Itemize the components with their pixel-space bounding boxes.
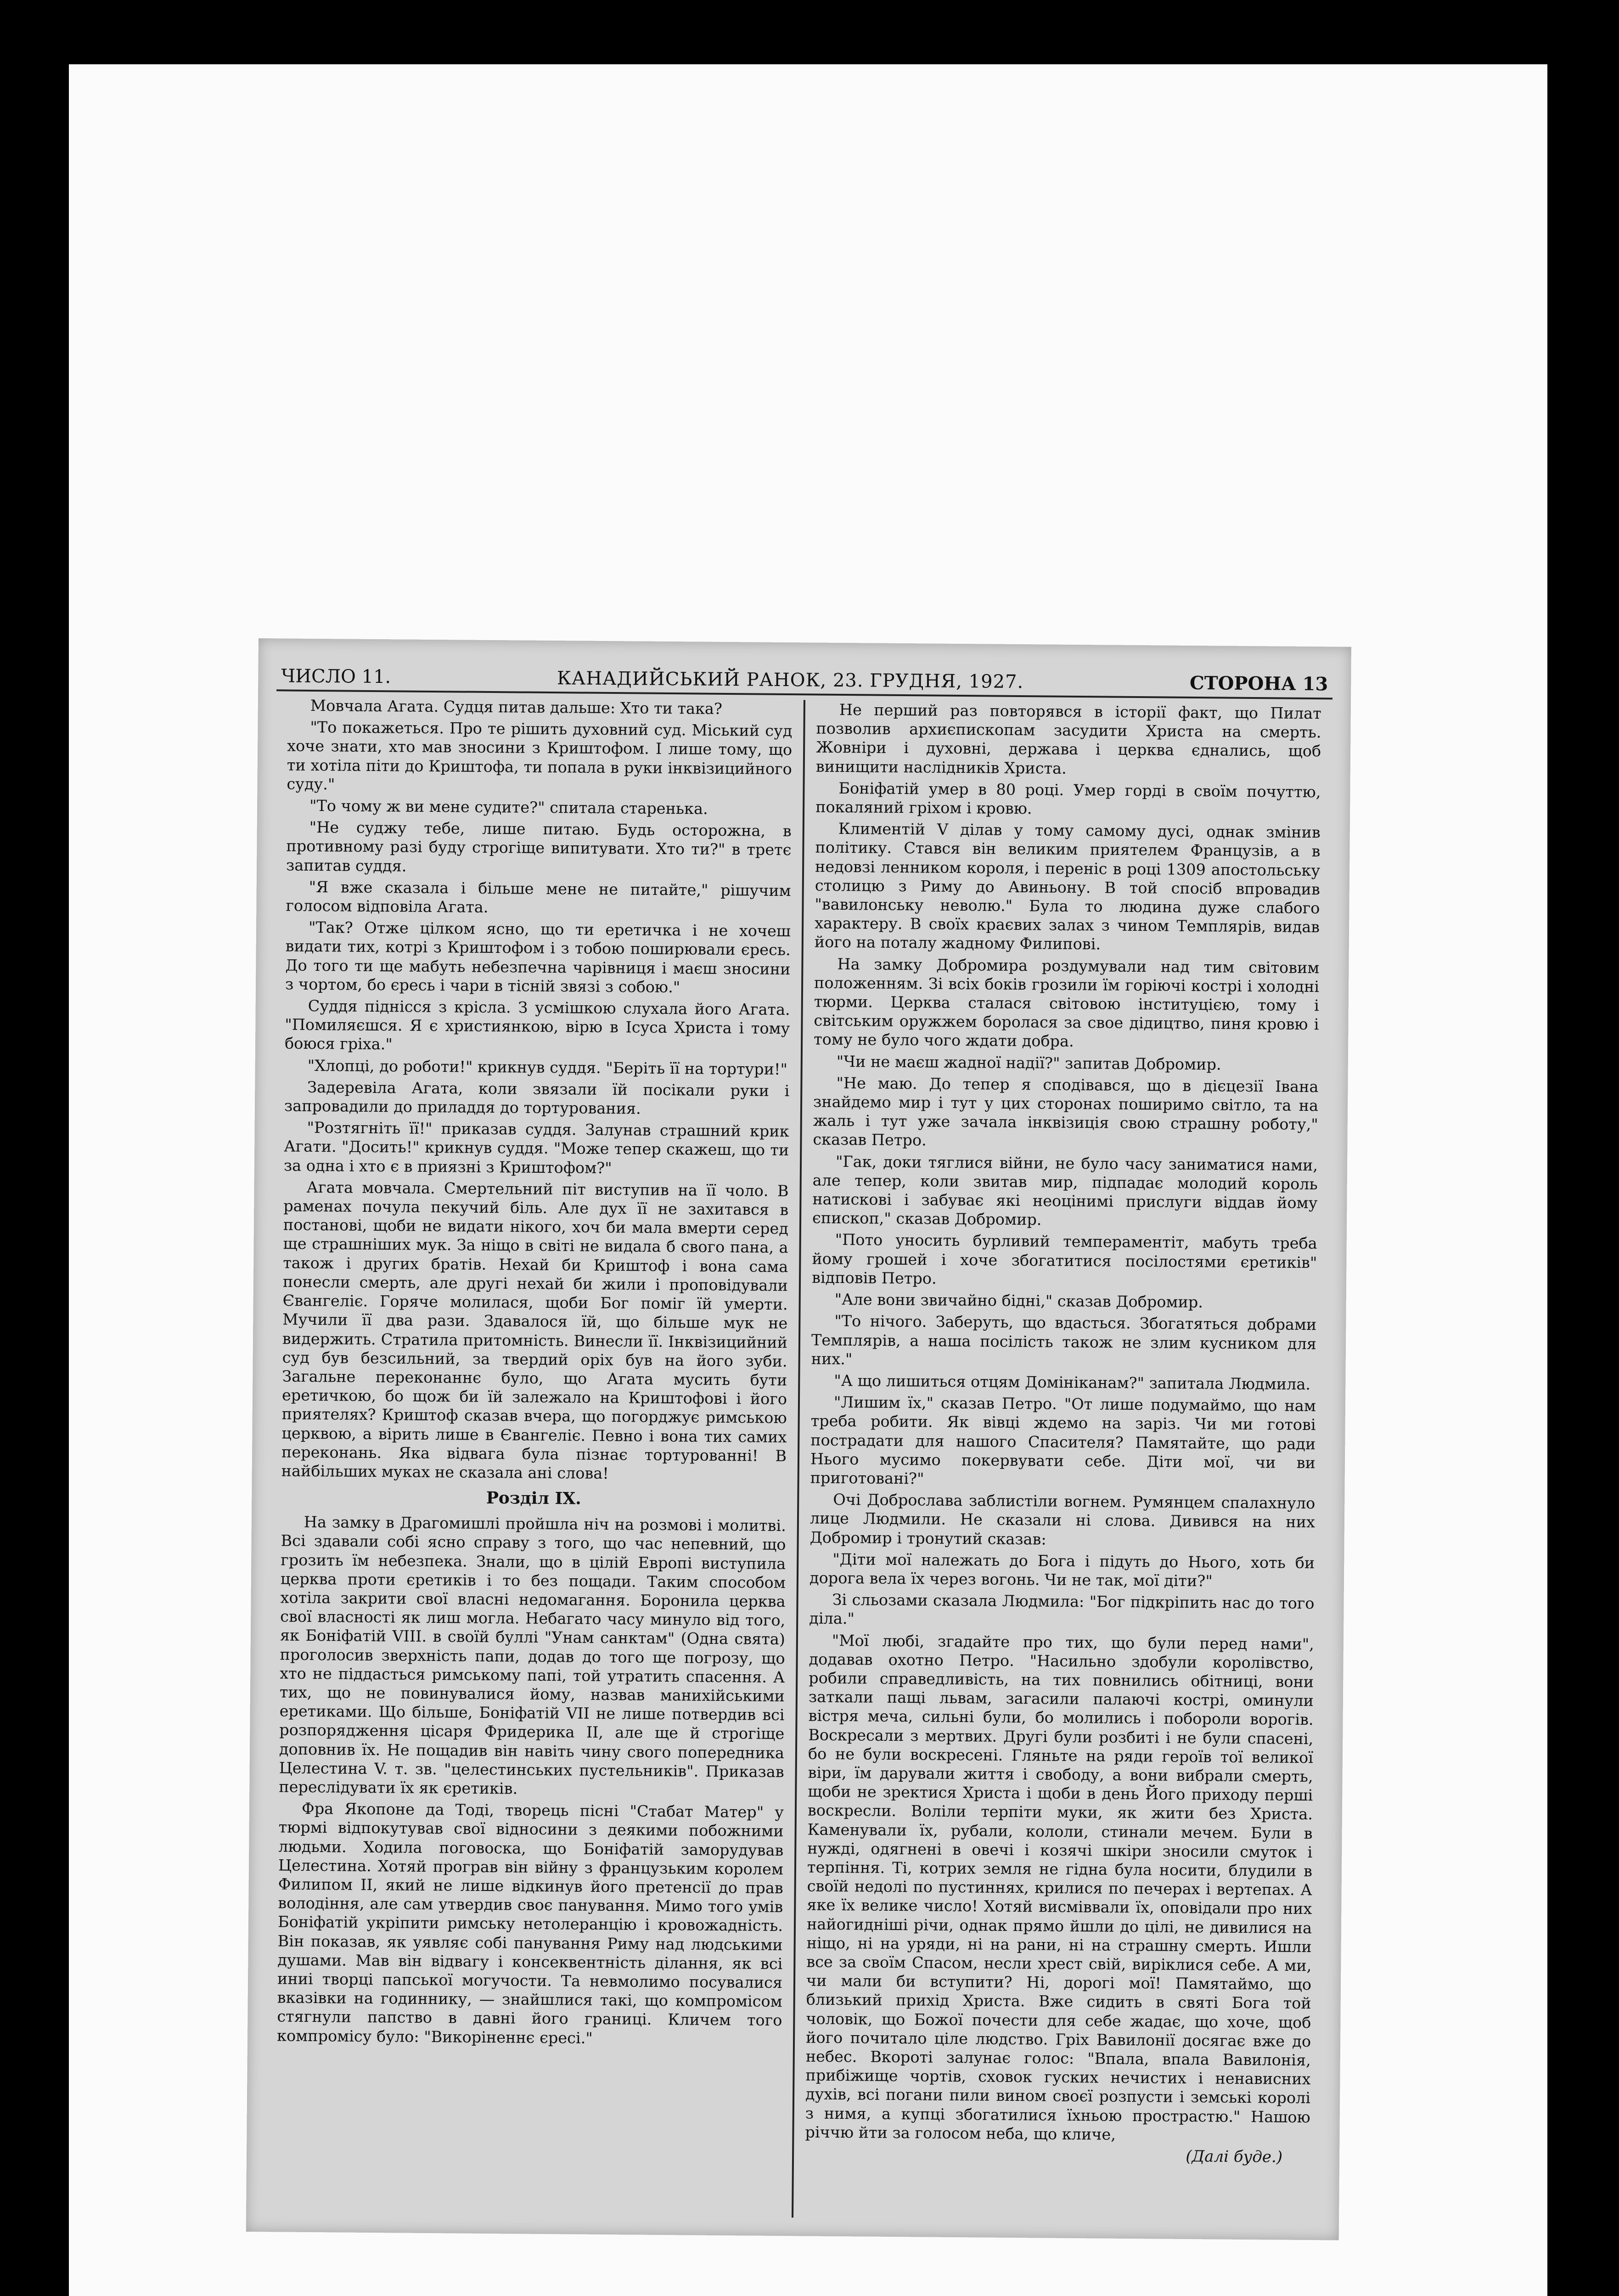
newspaper-page <box>246 638 1351 2240</box>
paragraph: "Розтягніть її!" приказав суддя. Залунав страшний крик Агати. "Досить!" крикнув суддя. "Може тепер скажеш, що ти за одна і хто є в приязні з Криштофом?" <box>283 1119 789 1177</box>
page-content <box>264 659 1333 2222</box>
paragraph: "То чому ж ви мене судите?" спитала старенька. <box>309 796 708 818</box>
paragraph: Не перший раз повторявся в історії факт, що Пилат позволив архиєпископам засудити Христа на смерть. Жовніри і духовні, держава і церква єднались, щоб винищити наслідників Христа. <box>815 700 1321 777</box>
paragraph: Агата мовчала. Смертельний піт виступив на її чоло. В раменах почула пекучий біль. Але дух її не захитався в постанові, щоби не видати нікого, хоч би мала вмерти серед ще страшніших мук. За ніщо в світі не видала б свого пана, а також і других братів. Нехай би Криштоф і вона сама понесли смерть, але другі нехай би жили і проповідували Євангеліє. Горяче молилася, щоби Бог поміг їй умерти. Мучили її два рази. Здавалося їй, що більше мук не видержить. Стратила притомність. Винесли її. Інквізицийний суд був безсильний, за твердий оріх був на його зуби. Загальне переконаннє було, що Агата мусить бути еретичкою, бо щож би їй залежало на Криштофові і його приятелях? Криштоф сказав вчера, що погорджує римською церквою, а вірить лише в Євангеліє. Певно і вона тих самих переконань. Яка відвага була пізнає тортурованні! В найбільших муках не сказала ані слова! <box>281 1178 789 1482</box>
paragraph: Очі Доброслава заблистіли вогнем. Румянцем спалахнуло лице Людмили. Не сказали ні слова. Дивився на них Добромир і тронутий сказав: <box>810 1491 1315 1548</box>
paragraph: "Але вони звичайно бідні," сказав Добромир. <box>834 1290 1203 1311</box>
newspaper-title-date: КАНАДИЙСЬКИЙ РАНОК, 23. ГРУДНЯ, 1927. <box>557 668 1024 693</box>
right-column <box>793 700 1332 2222</box>
paragraph: Климентій V ділав у тому самому дусі, однак змінив політику. Стався він великим приятелем Французів, а в недовзі ленником короля, і переніс в році 1309 апостольську столицю з Риму до Авиньону. В той спосіб впровадив "вавилонську неволю." Була то людина дуже слабого характеру. В своїх краєвих залах з чином Темплярів, видав його на поталу жадному Филипові. <box>814 820 1321 953</box>
page-number: СТОРОНА 13 <box>1189 672 1328 695</box>
paragraph: "Так? Отже цілком ясно, що ти еретичка і не хочеш видати тих, котрі з Криштофом і з тобою поширювали єресь. До того ти ще мабуть небезпечна чарівниця і маєш зносини з чортом, бо єресь і чари в тісній звязі з собою." <box>285 918 791 996</box>
issue-number: ЧИСЛО 11. <box>281 665 391 688</box>
paragraph: "Пото уносить бурливий темпераментіт, мабуть треба йому грошей і хоче збогатитися посілостями єретиків" відповів Петро. <box>811 1231 1317 1288</box>
left-column <box>264 696 804 2217</box>
paragraph: "То покажеться. Про те рішить духовний суд. Міський суд хоче знати, хто мав зносини з Криштофом. І лише тому, що ти хотіла піти до Криштофа, ти попала в руки інквізицийного суду." <box>287 718 793 793</box>
paragraph: Боніфатій умер в 80 році. Умер горді в своїм почуттю, покаляний гріхом і кровю. <box>815 779 1321 818</box>
paragraph: "А що лишиться отцям Домініканам?" запитала Людмила. <box>834 1371 1311 1393</box>
paragraph: Зі сльозами сказала Людмила: "Бог підкріпить нас до того діла." <box>809 1591 1315 1628</box>
text-columns <box>264 696 1332 2222</box>
paragraph: На замку Добромира роздумували над тим світовим положенням. Зі всіх боків грозили їм горіючі кострі і холодні тюрми. Церква сталася світовою інституцією, тому і світським оружжем боролася за свое дідицтво, пиня кровю і тому не було чого ждати добра. <box>814 955 1320 1051</box>
paragraph: Задеревіла Агата, коли звязали їй посікали руки і запровадили до приладдя до тортурования. <box>284 1078 790 1118</box>
to-be-continued: (Далі буде.) <box>1186 2147 1283 2167</box>
paragraph: "Чи не маєш жадної надії?" запитав Добромир. <box>836 1052 1221 1074</box>
paragraph: Мовчала Агата. Судця питав дальше: Хто ти така? <box>310 696 723 718</box>
paragraph: "Я вже сказала і більше мене не питайте," рішучим голосом відповіла Агата. <box>286 878 791 916</box>
paragraph: "Діти мої належать до Бога і підуть до Нього, хоть би дорога вела їх через вогонь. Чи не так, мої діти?" <box>809 1550 1315 1590</box>
paragraph: Суддя піднісся з крісла. З усмішкою слухала його Агата. "Помиляєшся. Я є християнкою, вірю в Ісуса Христа і тому боюся гріха." <box>284 996 790 1053</box>
page-header <box>276 659 1332 699</box>
paragraph: "Лишим їх," сказав Петро. "От лише подумаймо, що нам треба робити. Як вівці ждемо на заріз. Чи ми готові пострадати для нашого Спасителя? Памятайте, що ради Нього мусимо покервувати себе. Діти мої, чи ви приготовані?" <box>810 1393 1316 1488</box>
paragraph: Фра Якопоне да Тоді, творець пісні "Стабат Матер" у тюрмі відпокутував свої відносини з деякими побожними людьми. Ходила поговоска, що Боніфатій заморудував Целестина. Хотяй програв він війну з французьким королем Филипом ІІ, який не лише відкинув його претенсії до прав володіння, але сам утвердив своє панування. Мимо того умів Боніфатій укріпити римську нетолеранцію і кровожадність. Він показав, як уявляє собі панування Риму над людськими душами. Мав він відвагу і консеквентність ділання, як всі иниі творці папської могучости. Та невмолимо посувалися вказівки на годиннику, — знайшлися такі, що компромісом стягнули папство в давні його границі. Кличем того компромісу було: "Викоріненнє єресі." <box>276 1799 784 2047</box>
paragraph: "Не суджу тебе, лише питаю. Будь осторожна, в противному разі буду строгіще випитувати. Хто ти?" в третє запитав суддя. <box>286 818 792 875</box>
section-heading: Розділ IX. <box>486 1488 581 1508</box>
paragraph: "Гак, доки тяглися війни, не було часу заниматися нами, але тепер, коли звитав мир, підпадає молодий король натискові і забуває які неоцінимі прислуги віддав йому єпископ," сказав Добромир. <box>812 1152 1318 1229</box>
paragraph: На замку в Драгомишлі пройшла ніч на розмові і молитві. Всі здавали собі ясно справу з того, що час непевний, що грозить їм небезпека. Знали, що в цілій Европі виступила церква проти єретиків і то без пощади. Таким способом хотіла закрити свої власні недомагання. Боронила церква свої власності як лиш могла. Небагато часу минуло від того, як Боніфатій VIII. в своїй буллі "Унам санктам" (Одна свята) проголосив зверхність папи, додав до того ще погрозу, що хто не піддасться римському папі, той утратить спасення. А тих, що не повинувалися йому, назвав манихійськими еретиками. Що більше, Боніфатій VII не лише потвердив всі розпорядження цісаря Фридерика ІІ, але ще й строгіще доповнив їх. Не пощадив він навіть чину свого попередника Целестина V. т. зв. "целестинських пустельників". Приказав переслідувати їх як єретиків. <box>279 1513 787 1798</box>
paragraph: "То нічого. Заберуть, що вдасться. Збогатяться добрами Темплярів, а наша посілість також не злим кусником для них." <box>811 1312 1317 1368</box>
paragraph: "Мої любі, згадайте про тих, що були перед нами", додавав охотно Петро. "Насильно здобули королівство, робили справедливість, на тих повнились обітниці, вони заткали пащі львам, загасили палаючі кострі, оминули вістря меча, сильні були, бо молились і побороли ворогів. Воскресали з мертвих. Другі були розбиті і не були спасені, бо не були воскресені. Гляньте на ряди героїв тої великої віри, їм дарували життя і свободу, а вони вибрали смерть, щоби не зректися Христа і щоби в день Його приходу перші воскресли. Воліли терпіти муки, як жити без Христа. Каменували їх, рубали, кололи, стинали мечем. Були в нужді, одягнені в овечі і козячі шкіри зносили смуток і терпіння. Ті, котрих земля не гідна була носити, блудили в своїй недолі по пустиннях, крилися по печерах і вертепах. А яке їх велике число! Хотяй висміввали їх, оповідали про них найогидніші річи, однак прямо йшли до цілі, не дивилися на ніщо, ні на уряди, ні на рани, ні на страшну смерть. Ишли все за своїм Спасом, несли хрест свій, виріклися себе. А ми, чи мали би вступити? Ні, дорогі мої! Памятаймо, що близький прихід Христа. Вже сидить в святі Бога той чоловік, що Божої почести для себе жадає, що хоче, щоб його почитало ціле людство. Гріх Вавилонії досягає вже до небес. Вкороті залунає голос: "Впала, впала Вавилонія, прибіжище чортів, сховок гуских нечистих і ненависних духів, всі погани пили вином своєї розпусти і земські королі з нимя, а купці збогатилися їхньою прострастю." Нашою річчю йти за голосом неба, що кличе, <box>805 1631 1315 2144</box>
paragraph: "Хлопці, до роботи!" крикнув суддя. "Беріть її на тортури!" <box>307 1056 788 1078</box>
paragraph: "Не маю. До тепер я сподівався, що в дієцезії Івана знайдемо мир і тут у цих сторонах поширимо світло, та на жаль і тут уже зачала інквізиція свою страшну роботу," сказав Петро. <box>813 1074 1319 1149</box>
